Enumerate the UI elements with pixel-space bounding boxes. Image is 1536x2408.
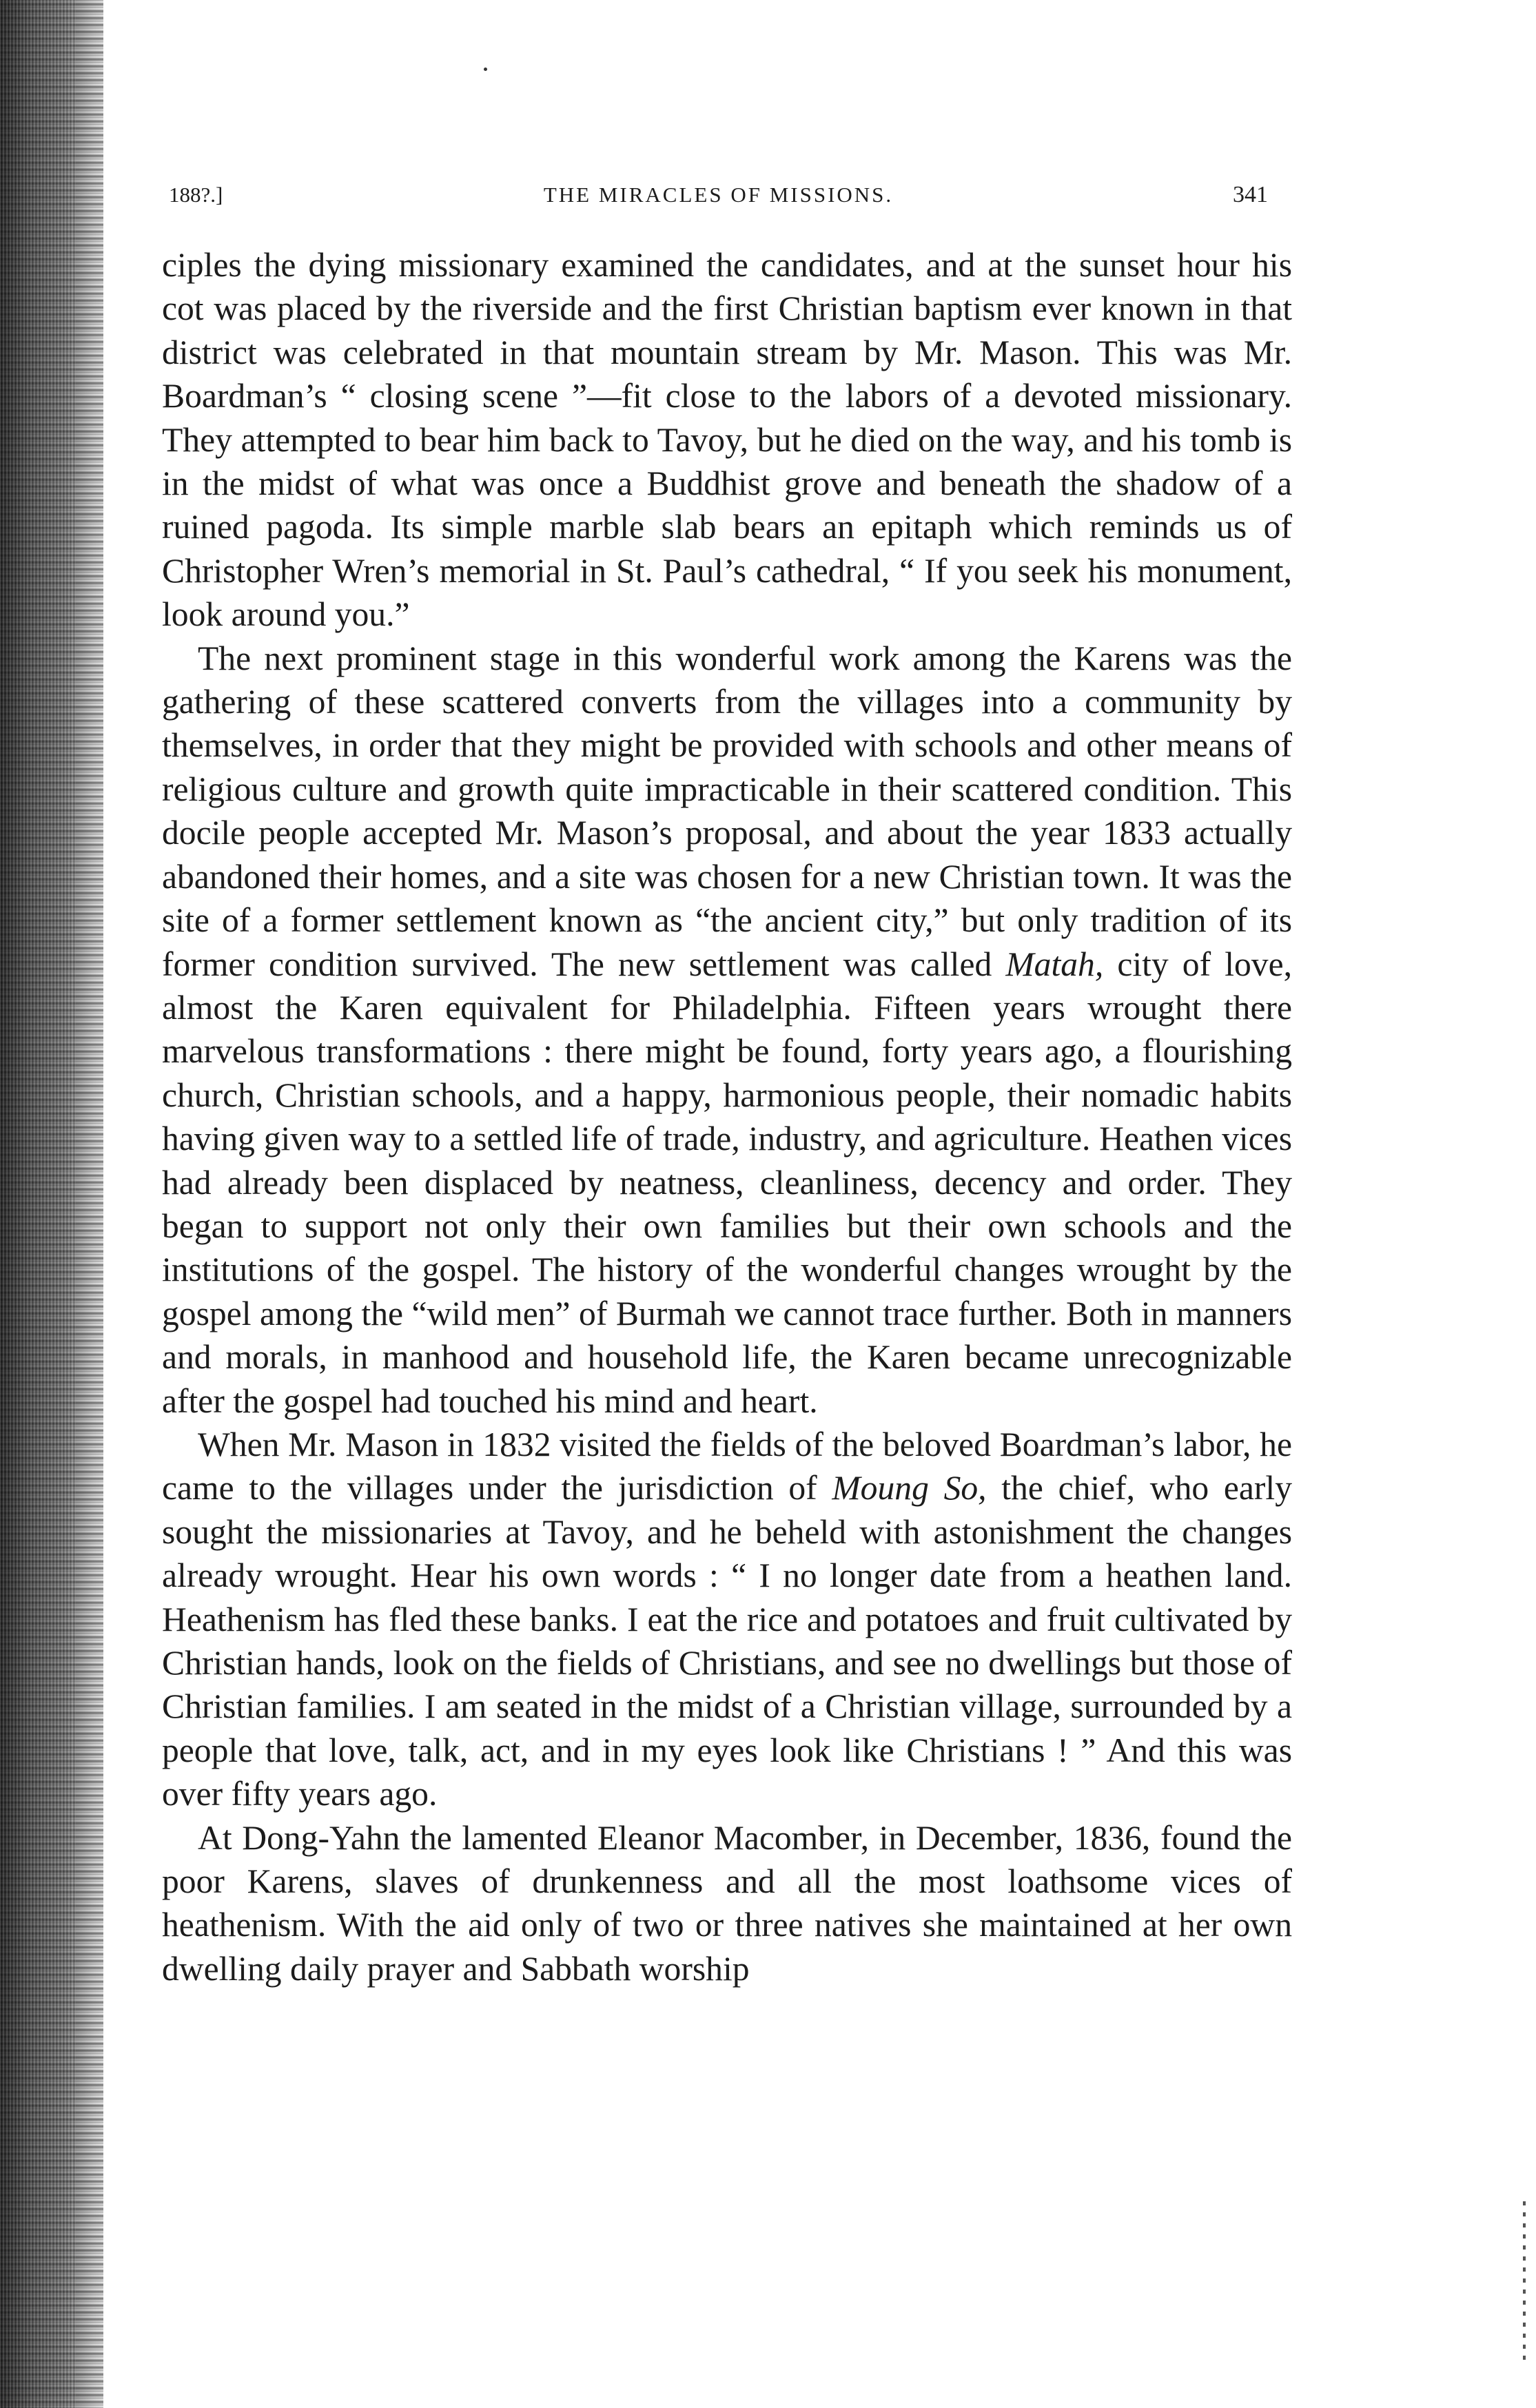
paragraph-2 (162, 637, 1292, 1423)
page-binding-edge (0, 0, 103, 2408)
paragraph-text: When Mr. Mason in 1832 visited the fields of the beloved Boardman’s labor, he came to the villages under the jurisdiction of (162, 1425, 1292, 1507)
running-header (169, 178, 1268, 212)
body-text (162, 243, 1292, 1990)
running-title: THE MIRACLES OF MISSIONS. (543, 183, 894, 207)
italic-place-name: Matah, (1005, 945, 1104, 983)
page-number: 341 (1233, 182, 1268, 207)
paragraph-1 (162, 243, 1292, 637)
paragraph-4 (162, 1816, 1292, 1991)
margin-dash-marks (1523, 2201, 1526, 2360)
italic-person-name: Moung So, (832, 1469, 987, 1507)
ink-speck (484, 68, 487, 71)
paragraph-3 (162, 1423, 1292, 1816)
paragraph-text: At Dong-Yahn the lamented Eleanor Macomber, in December, 1836, found the poor Karens, slaves of drunkenness and all the most loathsome vices of heathenism. With the aid only of two or three natives she maintained at her own dwelling daily prayer and Sabbath worship (162, 1818, 1292, 1988)
paragraph-text: the chief, who early sought the missionaries at Tavoy, and he beheld with astonishment the changes already wrought. Hear his own words : “ I no longer date from a heathen land. Heathenism has fled these banks. I eat the rice and potatoes and fruit cultivated by Christian hands, look on the fields of Christians, and see no dwellings but those of Christian families. I am seated in the midst of a Christian village, surrounded by a people that love, talk, act, and in my eyes look like Christians ! ” And this was over fifty years ago. (162, 1469, 1293, 1813)
paragraph-text: ciples the dying missionary examined the candidates, and at the sunset hour his cot was placed by the riverside and the first Christian baptism ever known in that district was celebrated in that mountain stream by Mr. Mason. This was Mr. Boardman’s “ closing scene ”—fit close to the labors of a devoted missionary. They attempted to bear him back to Tavoy, but he died on the way, and his tomb is in the midst of what was once a Buddhist grove and beneath the shadow of a ruined pagoda. Its simple marble slab bears an epitaph which reminds us of Christopher Wren’s memorial in St. Paul’s cathedral, “ If you seek his monument, look around you.” (162, 246, 1292, 634)
header-year: 188?.] (169, 183, 223, 207)
paragraph-text: city of love, almost the Karen equivalent for Philadelphia. Fifteen years wrought there marvelous transformations : there might be found, forty years ago, a flourishing church, Christian schools, and a happy, harmonious people, their nomadic habits having given way to a settled life of trade, industry, and agriculture. Heathen vices had already been displaced by neatness, cleanliness, decency and order. They began to support not only their own families but their own schools and the institutions of the gospel. The history of the wonderful changes wrought by the gospel among the “wild men” of Burmah we cannot trace further. Both in manners and morals, in manhood and household life, the Karen became unrecognizable after the gospel had touched his mind and heart. (162, 945, 1292, 1420)
paragraph-text: The next prominent stage in this wonderful work among the Karens was the gathering of these scattered converts from the villages into a community by themselves, in order that they might be provided with schools and other means of religious culture and growth quite impracticable in their scattered condition. This docile people accepted Mr. Mason’s proposal, and about the year 1833 actually abandoned their homes, and a site was chosen for a new Christian town. It was the site of a former settlement known as “the ancient city,” but only tradition of its former condition survived. The new settlement was called (162, 639, 1292, 983)
